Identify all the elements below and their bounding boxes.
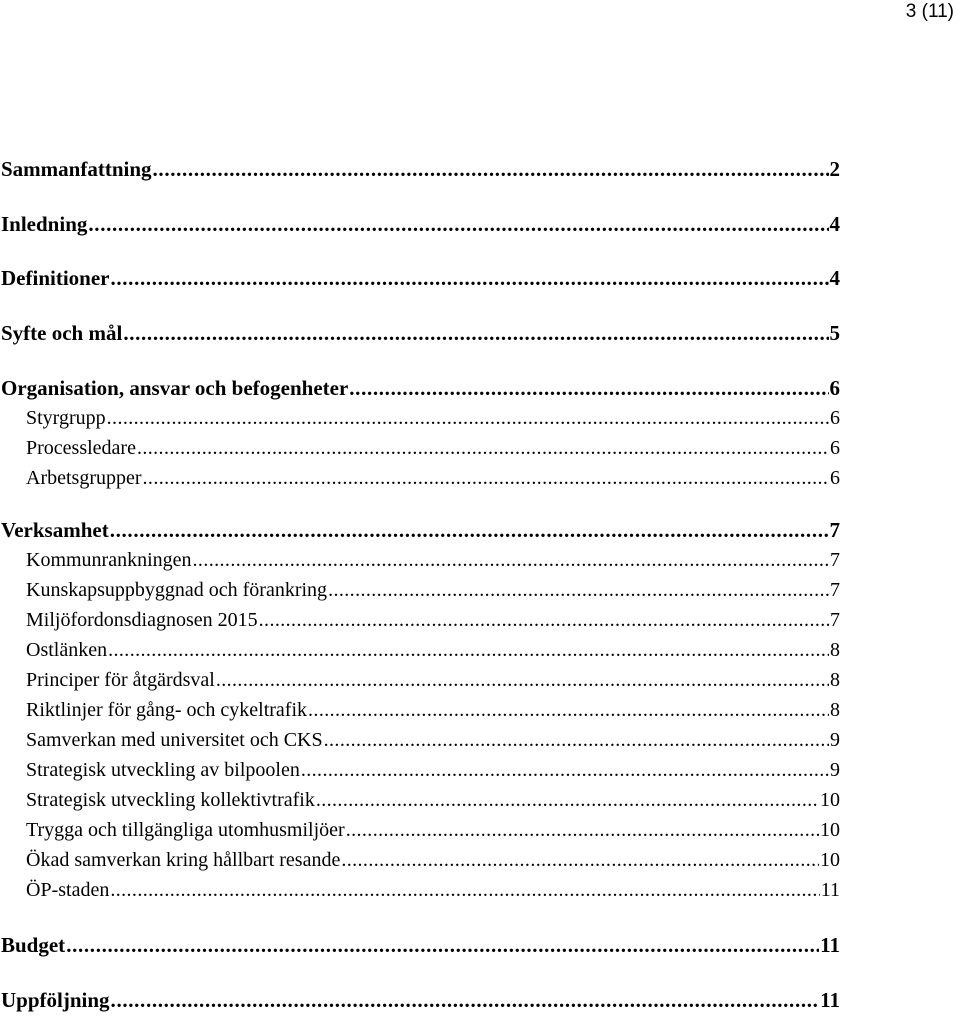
toc-dot-leader	[341, 848, 819, 872]
toc-entry-label: Sammanfattning	[1, 157, 152, 181]
toc-entry-sammanfattning[interactable]	[1, 157, 840, 181]
toc-entry-label: Ostlänken	[26, 639, 108, 661]
toc-entry-page: 6	[830, 437, 840, 459]
toc-entry-label: Ökad samverkan kring hållbart resande	[26, 849, 341, 871]
toc-dot-leader	[110, 518, 829, 542]
toc-entry-principer[interactable]	[26, 668, 840, 692]
toc-entry-kunskapsuppbyggnad[interactable]	[26, 578, 840, 602]
toc-entry-hallbart-resande[interactable]	[26, 848, 840, 872]
toc-entry-page: 11	[820, 879, 840, 901]
toc-entry-miljofordonsdiagnosen[interactable]	[26, 608, 840, 632]
toc-entry-label: Riktlinjer för gång- och cykeltrafik	[26, 699, 308, 721]
toc-entry-kollektivtrafik[interactable]	[26, 788, 840, 812]
toc-entry-op-staden[interactable]	[26, 878, 840, 902]
toc-entry-label: Budget	[1, 933, 66, 957]
toc-dot-leader	[193, 548, 829, 572]
toc-entry-utomhusmiljoer[interactable]	[26, 818, 840, 842]
toc-entry-label: Verksamhet	[1, 518, 109, 542]
toc-dot-leader	[143, 466, 829, 490]
toc-entry-styrgrupp[interactable]	[26, 406, 840, 430]
toc-entry-label: Kunskapsuppbyggnad och förankring	[26, 579, 328, 601]
toc-entry-label: Samverkan med universitet och CKS	[26, 729, 323, 751]
toc-entry-page: 10	[820, 789, 840, 811]
toc-entry-page: 4	[829, 266, 840, 290]
toc-dot-leader	[66, 933, 819, 957]
toc-entry-definitioner[interactable]	[1, 266, 840, 290]
toc-dot-leader	[316, 788, 819, 812]
toc-entry-page: 6	[829, 376, 840, 400]
toc-entry-ostlanken[interactable]	[26, 638, 840, 662]
toc-entry-page: 8	[830, 669, 840, 691]
toc-entry-label: Strategisk utveckling av bilpoolen	[26, 759, 300, 781]
toc-entry-syfte-och-mal[interactable]	[1, 321, 840, 345]
toc-entry-page: 11	[820, 988, 840, 1012]
toc-entry-label: Organisation, ansvar och befogenheter	[1, 376, 349, 400]
toc-entry-page: 10	[820, 819, 840, 841]
toc-entry-label: Syfte och mål	[1, 321, 123, 345]
toc-entry-processledare[interactable]	[26, 436, 840, 460]
toc-entry-page: 9	[830, 729, 840, 751]
toc-entry-page: 9	[830, 759, 840, 781]
toc-dot-leader	[349, 376, 828, 400]
toc-entry-uppfoljning[interactable]	[1, 988, 840, 1012]
toc-entry-label: Inledning	[1, 212, 88, 236]
toc-entry-budget[interactable]	[1, 933, 840, 957]
toc-entry-label: Arbetsgrupper	[26, 467, 142, 489]
toc-entry-label: Kommunrankningen	[26, 549, 192, 571]
toc-entry-riktlinjer[interactable]	[26, 698, 840, 722]
toc-entry-arbetsgrupper[interactable]	[26, 466, 840, 490]
toc-dot-leader	[216, 668, 829, 692]
toc-entry-page: 5	[829, 321, 840, 345]
toc-entry-page: 7	[829, 518, 840, 542]
toc-entry-kommunrankningen[interactable]	[26, 548, 840, 572]
toc-dot-leader	[107, 406, 829, 430]
toc-entry-label: Trygga och tillgängliga utomhusmiljöer	[26, 819, 345, 841]
toc-dot-leader	[259, 608, 829, 632]
toc-entry-samverkan-universitet[interactable]	[26, 728, 840, 752]
toc-dot-leader	[324, 728, 829, 752]
toc-dot-leader	[88, 212, 828, 236]
toc-dot-leader	[137, 436, 829, 460]
toc-dot-leader	[110, 878, 819, 902]
toc-entry-label: Principer för åtgärdsval	[26, 669, 215, 691]
toc-dot-leader	[308, 698, 829, 722]
toc-entry-page: 7	[830, 579, 840, 601]
toc-entry-label: Processledare	[26, 437, 136, 459]
toc-entry-verksamhet[interactable]	[1, 518, 840, 542]
toc-entry-label: Definitioner	[1, 266, 110, 290]
toc-entry-organisation[interactable]	[1, 376, 840, 400]
toc-entry-label: ÖP-staden	[26, 879, 110, 901]
toc-dot-leader	[346, 818, 819, 842]
toc-entry-page: 8	[830, 699, 840, 721]
toc-entry-page: 6	[830, 467, 840, 489]
toc-entry-page: 4	[829, 212, 840, 236]
toc-entry-label: Styrgrupp	[26, 407, 106, 429]
toc-entry-label: Strategisk utveckling kollektivtrafik	[26, 789, 315, 811]
toc-dot-leader	[153, 157, 829, 181]
toc-dot-leader	[110, 266, 828, 290]
page-number: 3 (11)	[905, 1, 954, 22]
toc-entry-page: 10	[820, 849, 840, 871]
toc-dot-leader	[301, 758, 829, 782]
toc-entry-label: Miljöfordonsdiagnosen 2015	[26, 609, 258, 631]
toc-dot-leader	[111, 988, 820, 1012]
toc-entry-page: 7	[830, 549, 840, 571]
toc-entry-page: 7	[830, 609, 840, 631]
toc-entry-page: 8	[830, 639, 840, 661]
toc-entry-label: Uppföljning	[1, 988, 110, 1012]
toc-dot-leader	[328, 578, 829, 602]
toc-entry-bilpoolen[interactable]	[26, 758, 840, 782]
toc-dot-leader	[108, 638, 829, 662]
toc-entry-page: 2	[829, 157, 840, 181]
toc-entry-page: 6	[830, 407, 840, 429]
toc-entry-inledning[interactable]	[1, 212, 840, 236]
toc-dot-leader	[123, 321, 828, 345]
toc-entry-page: 11	[820, 933, 840, 957]
